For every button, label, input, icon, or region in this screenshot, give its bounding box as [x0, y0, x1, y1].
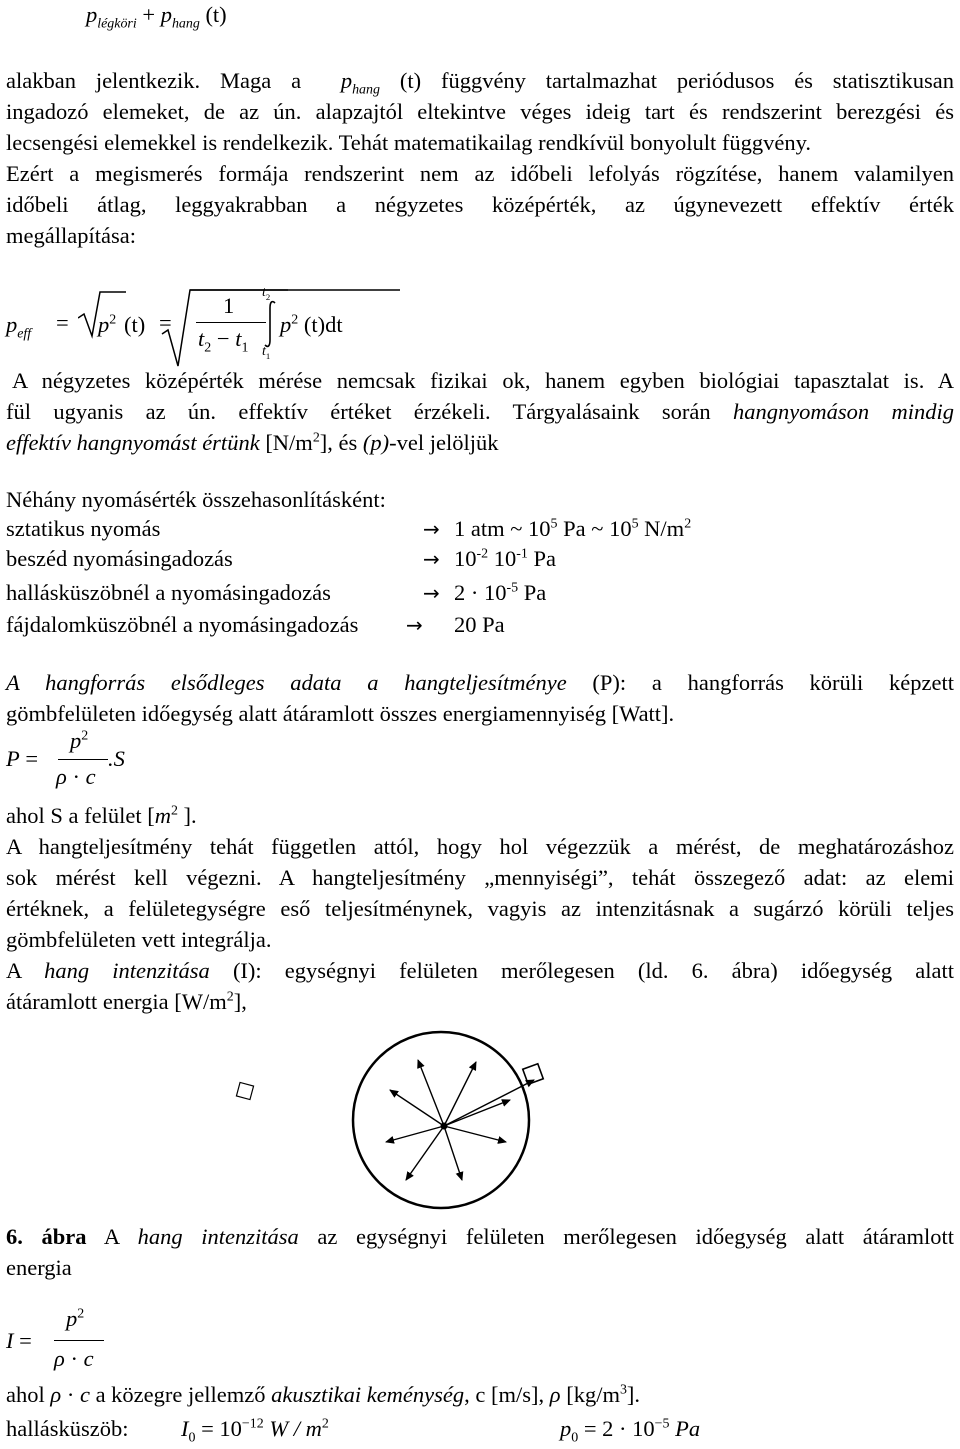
para4-line5: gömbfelületen vett integrálja.: [6, 927, 272, 952]
comparison-row: beszéd nyomásingadozás → $10^{-2}$ $10^{-1}$ Pa: [6, 543, 954, 575]
integrand: $p^2$ (t)dt: [280, 312, 343, 337]
threshold-I0: $I_0 = 10^{-12}$ W / $m^2$: [181, 1416, 329, 1446]
fraction-bar: [196, 322, 266, 323]
para1-line2: ingadozó elemeket, de az ún. alapzajtól eltekintve véges ideig tart és rendszerint berezgési és: [6, 99, 954, 124]
I-num: $p^2$: [66, 1306, 85, 1331]
figure-6-sphere-diagram: [6, 1030, 954, 1220]
side-square: [236, 1082, 253, 1099]
threshold-p0: $p_0 = 2 \cdot 10^{-5}$ Pa: [560, 1416, 701, 1446]
peff-symbol: $p_{eff}$: [6, 312, 32, 342]
para2-line3: effektív hangnyomást értünk $[N/m^2]$, és (p)-vel jelöljük: [6, 430, 499, 455]
peff-eq1: =: [56, 310, 69, 335]
para4-line3: sok mérést kell végezni. A hangteljesítmény „mennyiségi”, tehát összegező adat: az elemi: [6, 865, 954, 890]
right-arrow-icon: →: [423, 547, 440, 571]
top-formula: $p_{légköri} + p_{hang}$ (t): [86, 2, 227, 32]
I-fraction-bar: [54, 1340, 104, 1341]
footer-line1: ahol ρ · c a közegre jellemző akusztikai keménység, c [m/s], ρ $[kg/m^3]$.: [6, 1382, 641, 1407]
comparison-row: sztatikus nyomás → 1 atm ~ $10^5$ Pa ~ $10^5$ $N/m^2$: [6, 513, 954, 545]
peff-arg: (t): [124, 312, 146, 337]
fraction-num: 1: [223, 293, 235, 318]
P-symbol: P =: [6, 746, 39, 771]
p-squared: $p^2$: [98, 312, 117, 337]
figure-caption-line1: 6. ábra A hang intenzitása az egységnyi felületen merőlegesen időegység alatt átáramlott: [6, 1224, 954, 1249]
para4-line7: átáramlott energia $[W/m^2]$,: [6, 989, 247, 1014]
fraction-den: $t_2 - t_1$: [198, 326, 249, 356]
para4-line4: értéknek, a felületegységre eső teljesítménynek, vagyis az intenzitásnak a sugárzó körüli teljes: [6, 896, 954, 921]
para1-line5: időbeli átlag, leggyakrabban a négyzetes középérték, az úgynevezett effektív érték: [6, 192, 954, 217]
right-arrow-icon: →: [423, 517, 440, 541]
comparison-row: hallásküszöbnél a nyomásingadozás → $2 \cdot 10^{-5}$ Pa: [6, 577, 954, 609]
para4-line6: A hang intenzitása (I): egységnyi felületen merőlegesen (ld. 6. ábra) időegység alatt: [6, 958, 955, 983]
P-dotS: .S: [108, 746, 125, 771]
para1-line1: alakban jelentkezik. Maga a $p_{hang}$ (t) függvény tartalmazhat periódusos és statisztikusan: [6, 68, 955, 98]
radiation-arrows: [386, 1060, 534, 1180]
para1-line4: Ezért a megismerés formája rendszerint nem az időbeli lefolyás rögzítése, hanem valamilyen: [6, 161, 954, 186]
para4-line2: A hangteljesítmény tehát független attól, hogy hol végezzük a mérést, de meghatározáshoz: [6, 834, 954, 859]
footer-threshold-label: hallásküszöb:: [6, 1416, 129, 1441]
right-arrow-icon: →: [406, 613, 423, 637]
para2-line2: fül ugyanis az ún. effektív értéket érzékeli. Tárgyalásaink során hangnyomáson mindig: [6, 399, 955, 424]
para4-line1: ahol S a felület [$m^2$ ].: [6, 803, 197, 828]
integral-sign: [264, 300, 278, 348]
figure-caption-line2: energia: [6, 1255, 72, 1280]
I-den: ρ · c: [54, 1346, 94, 1371]
para3-line2: gömbfelületen időegység alatt átáramlott összes energiamennyiség [Watt].: [6, 701, 675, 726]
integral-upper: $t_2$: [262, 285, 271, 302]
right-arrow-icon: →: [423, 581, 440, 605]
I-symbol: I =: [6, 1328, 32, 1353]
integral-lower: $t_1$: [262, 344, 271, 361]
comparison-row: fájdalomküszöbnél a nyomásingadozás → 20 Pa: [6, 609, 954, 641]
para1-line6: megállapítása:: [6, 223, 136, 248]
P-fraction-bar: [58, 759, 108, 760]
para1-line3: lecsengési elemekkel is rendelkezik. Tehát matematikailag rendkívül bonyolult függvény.: [6, 130, 812, 155]
para2-line1: A négyzetes középérték mérése nemcsak fizikai ok, hanem egyben biológiai tapasztalat is. A: [12, 368, 954, 393]
P-num: $p^2$: [70, 728, 89, 753]
peff-eq2: =: [159, 310, 172, 335]
para3-line1: A hangforrás elsődleges adata a hangteljesítménye (P): a hangforrás körüli képzett: [6, 670, 954, 695]
comparison-intro: Néhány nyomásérték összehasonlításként:: [6, 487, 386, 512]
P-den: ρ · c: [56, 764, 96, 789]
